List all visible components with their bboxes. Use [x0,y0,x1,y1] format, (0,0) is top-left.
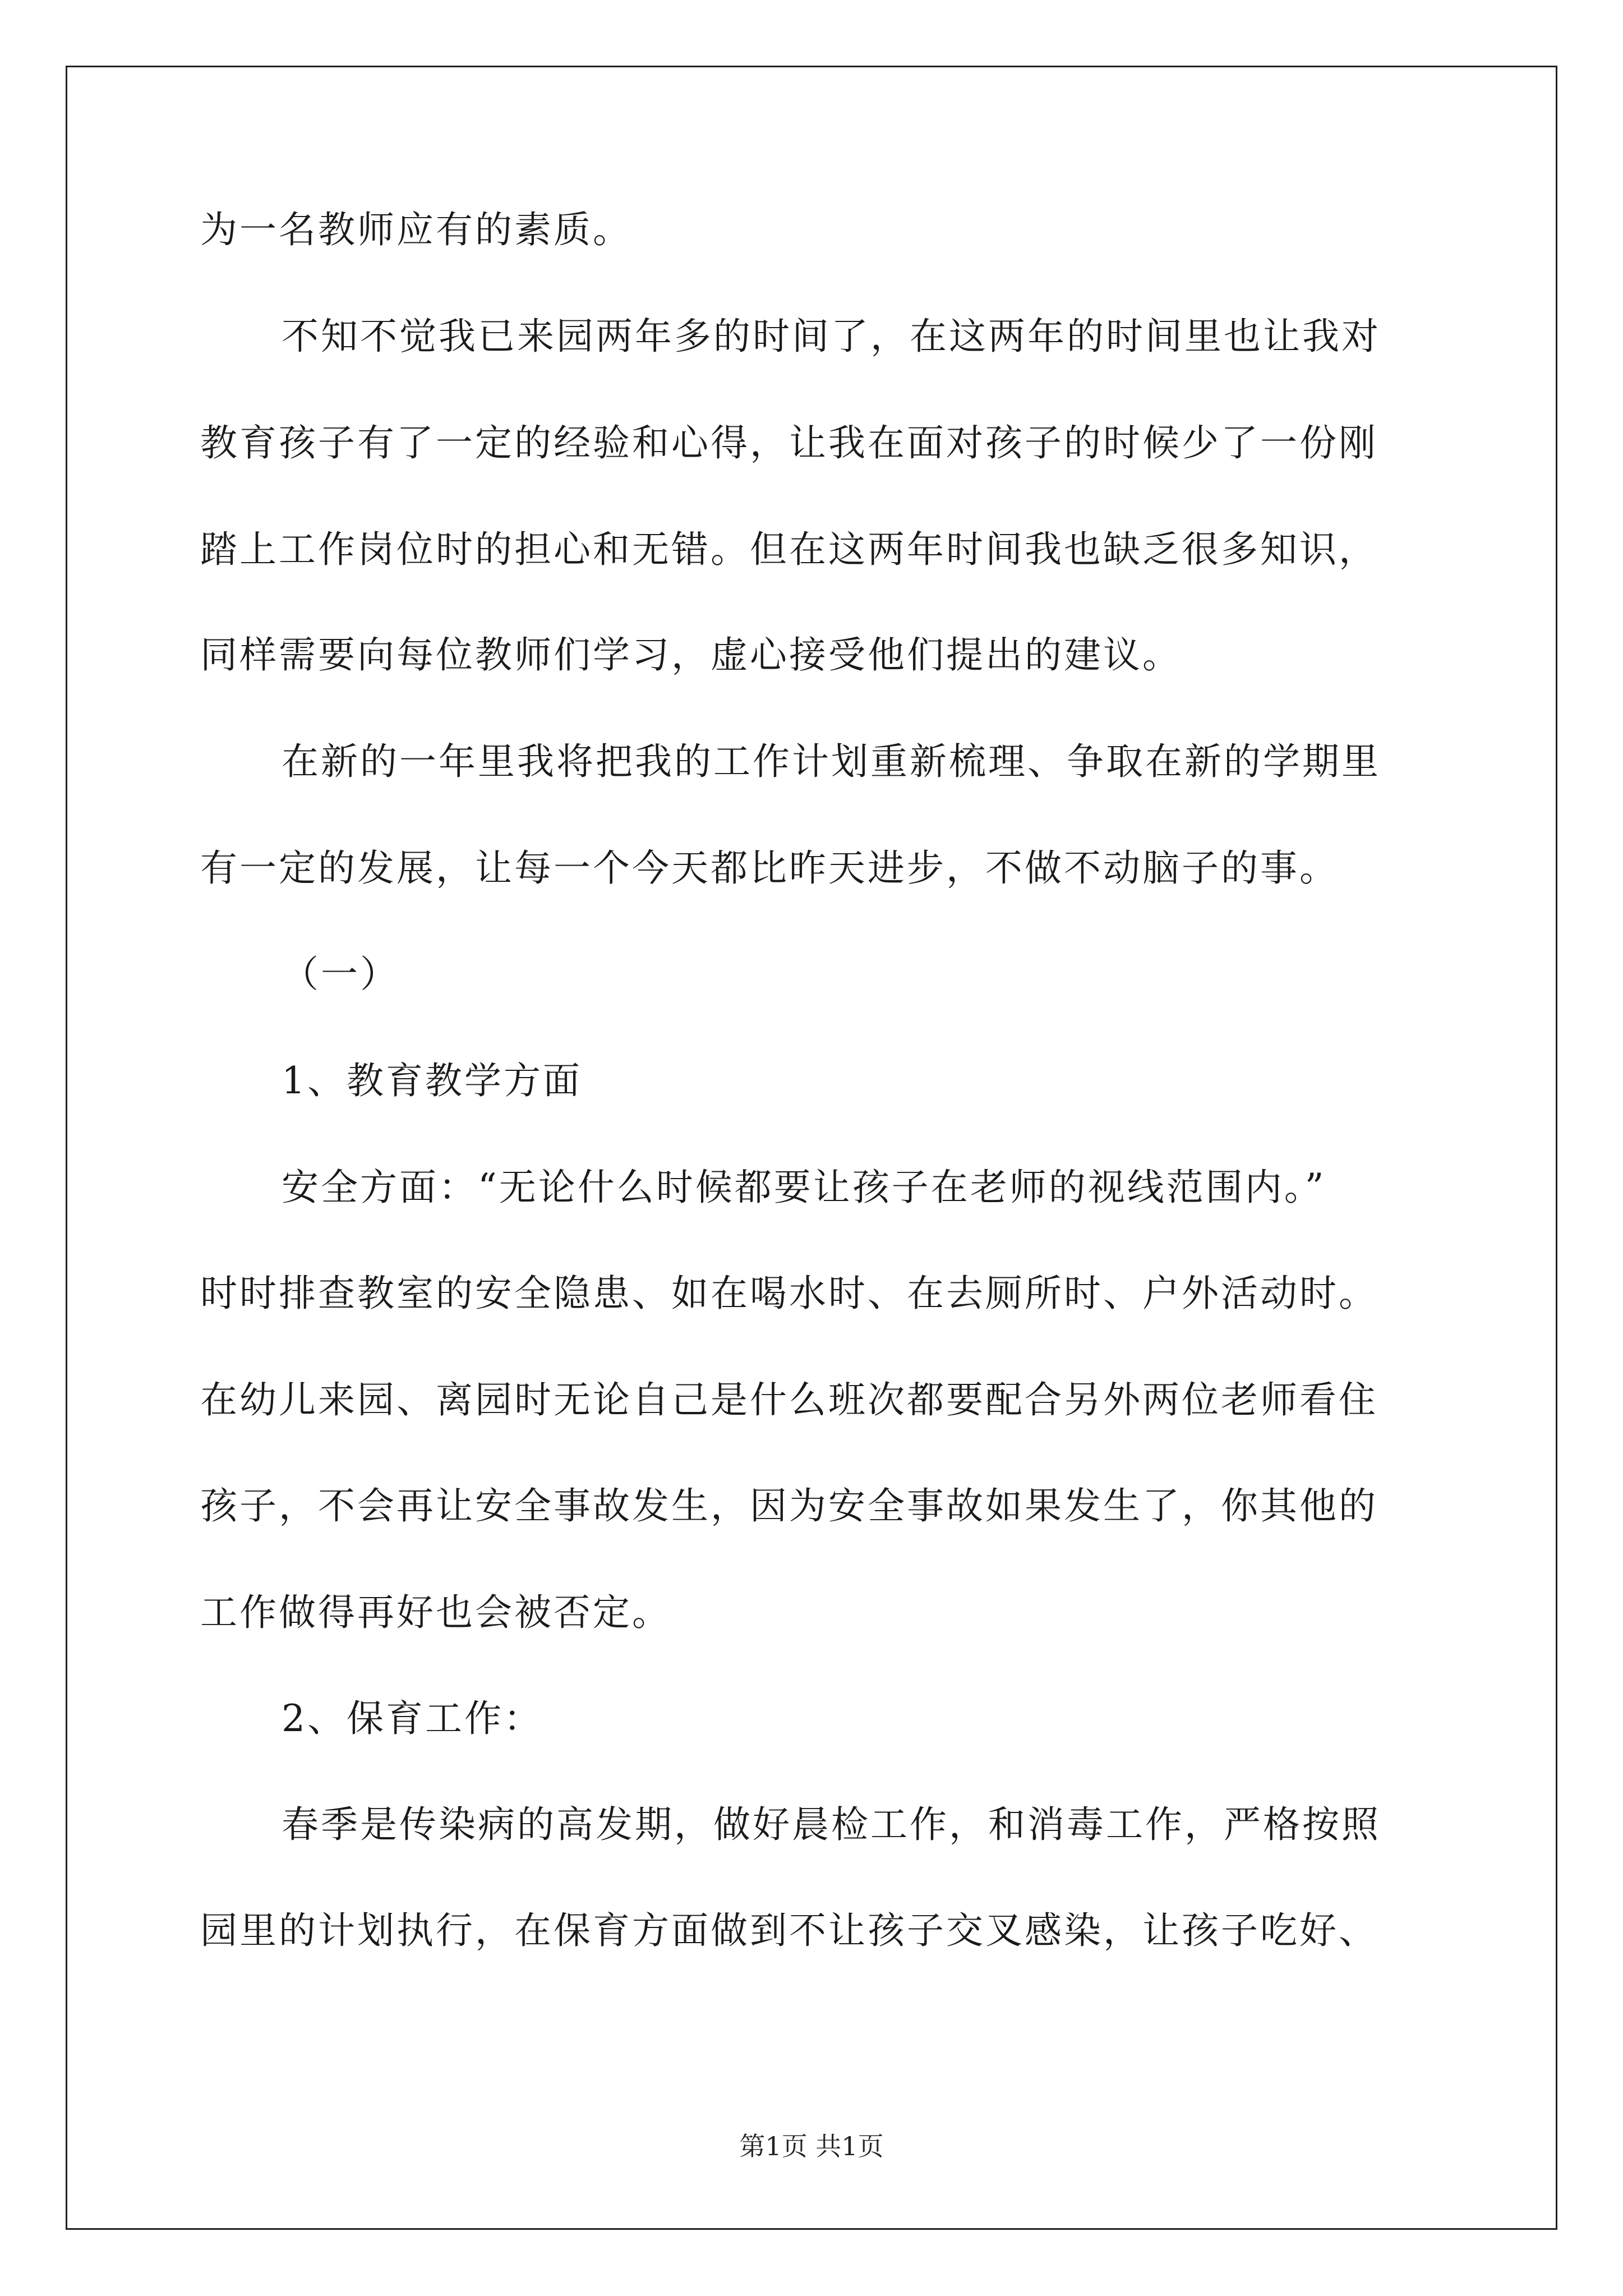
text-line: 为一名教师应有的素质。 [200,208,632,251]
text-line: 工作做得再好也会被否定。 [200,1591,671,1634]
text-line: 安全方面：“无论什么时候都要让孩子在老师的视线范围内。” [282,1166,1326,1209]
text-line: 有一定的发展，让每一个今天都比昨天进步，不做不动脑子的事。 [200,846,1339,890]
text-line: 园里的计划执行，在保育方面做到不让孩子交叉感染，让孩子吃好、 [200,1909,1378,1952]
section-heading: 2、保育工作： [282,1697,543,1740]
text-line: 不知不觉我已来园两年多的时间了，在这两年的时间里也让我对 [282,315,1381,358]
text-line: 踏上工作岗位时的担心和无错。但在这两年时间我也缺乏很多知识， [200,528,1378,571]
page-number-footer: 第1页 共1页 [739,2131,884,2161]
text-line: 同样需要向每位教师们学习，虚心接受他们提出的建议。 [200,633,1182,677]
text-line: 孩子，不会再让安全事故发生，因为安全事故如果发生了，你其他的 [200,1484,1378,1527]
text-line: 在幼儿来园、离园时无论自己是什么班次都要配合另外两位老师看住 [200,1378,1378,1421]
text-line: 春季是传染病的高发期，做好晨检工作，和消毒工作，严格按照 [282,1803,1381,1846]
page-border [66,66,1557,2230]
text-line: 在新的一年里我将把我的工作计划重新梳理、争取在新的学期里 [282,740,1381,783]
text-line: 教育孩子有了一定的经验和心得，让我在面对孩子的时候少了一份刚 [200,421,1378,464]
text-line: 时时排查教室的安全隐患、如在喝水时、在去厕所时、户外活动时。 [200,1272,1378,1315]
section-heading: （一） [282,953,399,996]
section-heading: 1、教育教学方面 [282,1059,582,1102]
